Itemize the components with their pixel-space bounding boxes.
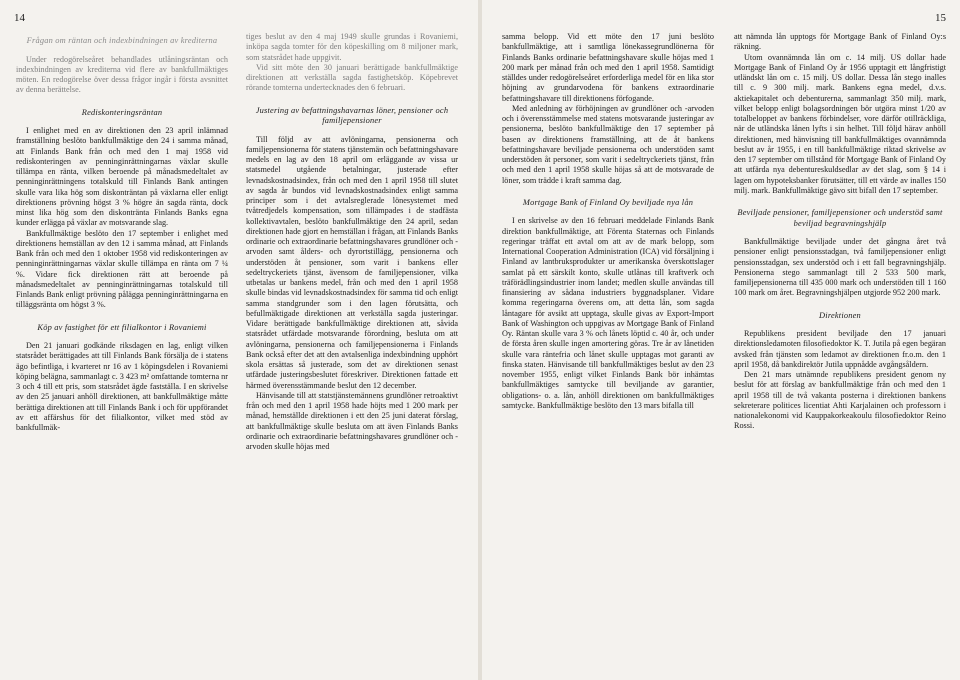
heading-pensions-granted: Beviljade pensioner, familjepensioner och understöd samt beviljad begravningshjälp — [737, 208, 943, 228]
left-column-2 — [246, 32, 458, 452]
paragraph: Bankfullmäktige beslöto den 17 september i enlighet med direktionens hemställan av den 12 i samma månad, att Finlands Bank från och med den 1 oktober 1958 vid rediskonteringen av penninginrättningarnas växlar skulle tillämpa en ränta om 7 ¼ %. Vidare fick direktionen rätt att beroende på månadsmedeltalet av penninginrättningarnas totalskuld till Finlands Bank enligt prövning pålägga penninginrättningarna en tilläggsränta om högst 3 %. — [16, 228, 228, 310]
paragraph: tiges beslut av den 4 maj 1949 skulle grundas i Rovaniemi, inköpa sagda tomter för den köpeskilling om 8 miljoner mark, som statsrådet hade uppgivit. — [246, 32, 458, 62]
paragraph: Republikens president beviljade den 17 januari direktionsledamoten filosofiedoktor K. T. Jutila på egen begäran avsked från tjänsten som ledamot av direktionen fr.o.m. den 1 april 1958, då bankdirektör Jutila uppnådde avgångsåldern. — [734, 329, 946, 369]
paragraph: Med anledning av förhöjningen av grundlöner och -arvoden och i överensstämmelse med statens motsvarande justeringar av pensionerna, beslöto bankfullmäktige den 17 september på basen av direktionens framställning, att de åt bankens befattningshavare beviljade pensionerna och understöden samt understöden åt personer, som varit i sedeltryckeriets tjänst, från och med den 1 april 1958 skulle höjas så att de motsvarade de löner, som trädde i kraft samma dag. — [502, 103, 714, 185]
paragraph: I en skrivelse av den 16 februari meddelade Finlands Bank direktion bankfullmäktige, att Förenta Staternas och Finlands regeringar träffat ett avtal om att av de mark belopp, som International Cooperation Administration (ICA) vid försäljning i Finland av lantbruksprodukter ur amerikanska överskottslager samlat på ett särskilt konto, skulle utlånas till kraftverk och träförädlingsindustrier inom landet; medlen skulle användas till finansiering av sådana industriers byggnadsplaner. Vidare komma regeringarna överens om, att detta lån, som sagda låntagare för avsikt att upptaga, skulle givas av Export-Import Bank of Washington och uppgivas av Mortgage Bank of Finland Oy. Räntan skulle vara 3 % och lånets löptid c. 40 år, och under de första åren skulle ingen amortering göras. Tre år av lånetiden skulle vara räntefria och lånet skulle upptagas mot garanti av finska staten. Hänvisande till bankfullmäktiges beslut av den 23 november 1955, enligt vilket Finlands Bank bör inhämtas bankfullmäktiges samtycke till beviljande av garantier, obligations- o. a. lån, anhöll direktionen om bankfullmäktiges samtycke. Bankfullmäktige beslöto den 13 mars bifalla till — [502, 216, 714, 410]
paragraph: samma belopp. Vid ett möte den 17 juni beslöto bankfullmäktige, att i samtliga lönekassegrundlönerna för Finlands Banks ordinarie befattningshavare skulle höjas med 1 200 mark per månad från och med den 1 april 1958. Samtidigt ställdes under redogörelseåret erforderliga medel för en lika stor höjning av grundarvodena för bankens extraordinarie befattningshavare till direktionens förfogande. — [502, 32, 714, 103]
heading-interest-indexation: Frågan om räntan och indexbindningen av krediterna — [26, 36, 218, 45]
paragraph: Vid sitt möte den 30 januari berättigade bankfullmäktige direktionen att verkställa sagda fastighetsköp. Köpebrevet rörande tomterna undertecknades den 6 februari. — [246, 62, 458, 93]
heading-rovaniemi-property: Köp av fastighet för ett filialkontor i Rovaniemi — [37, 322, 207, 332]
heading-board: Direktionen — [819, 310, 861, 320]
left-column-1 — [16, 32, 228, 433]
paragraph: Hänvisande till att statstjänstemännens grundlöner retroaktivt från och med den 1 april 1958 hade höjts med 1 200 mark per månad, hemställde direktionen i ett den 25 juni daterat förslag, att bankfullmäktige skulle besluta om att även Finlands Banks ordinarie och extraordinarie befattningshavares grundlöner och -arvoden skulle höjas med — [246, 390, 458, 451]
paragraph: I enlighet med en av direktionen den 23 april inlämnad framställning beslöto bankfullmäktige den 24 i samma månad, att Finlands Bank från och med den 1 maj 1958 vid rediskonteringen av penninginrättningarnas växlar skulle tillämpa en ränta, vilken beroende på månadsmedeltalet av penninginrättningens totalskuld till Finlands Bank antingen skulle vara lika hög som diskonträntan på växlarna eller enligt direktionens prövning högst 3 % högre än sagda ränta, dock minst lika hög som den diskontränta Finlands Banks egna kunder erlägga på växlar av motsvarande slag. — [16, 126, 228, 228]
right-column-1 — [502, 32, 714, 411]
right-column-2 — [734, 32, 946, 432]
paragraph: Den 21 januari godkände riksdagen en lag, enligt vilken statsrådet berättigades att till Finlands Bank försälja de i statens ägo befintliga, i kvarteret nr 16 av 1 köpingsdelen i Rovaniemi köping belägna, sammanlagt c. 3 423 m² omfattande tomterna nr 3 och 4 till ett pris, som statsrådet ägde fastställa. I en skrivelse av den 25 januari anhöll direktionen, att bankfullmäktige måtte berättiga direktionen att till Finlands Bank i och för uppförandet av ett affärshus för det filialkontor, vilket med stöd av bankfullmäk- — [16, 341, 228, 432]
heading-salary-adjustment: Justering av befattningshavarnas löner, pensioner och familjepensioner — [255, 105, 449, 125]
page-number-right: 15 — [935, 12, 946, 24]
heading-mortgage-bank-loans: Mortgage Bank of Finland Oy beviljade nya lån — [522, 197, 694, 207]
left-page — [0, 0, 478, 680]
right-page — [482, 0, 960, 680]
page-number-left: 14 — [14, 12, 25, 24]
heading-rediscount-rate: Rediskonteringsräntan — [81, 107, 163, 117]
paragraph: Bankfullmäktige beviljade under det gångna året två pensioner enligt pensionsstadgan, två familjepensioner enligt pensionsstadgan, sex understöd och i ett fall begravningshjälp. Pensionerna stego sammanlagt till 2 533 500 mark, familjepensionerna till 435 000 mark och understöden till 1 160 100 mark om året. Begravningshjälpen utgjorde 952 200 mark. — [734, 237, 946, 298]
paragraph: att nämnda lån upptogs för Mortgage Bank of Finland Oy:s räkning. — [734, 32, 946, 52]
paragraph: Till följd av att avlöningarna, pensionerna och familjepensionerna för statens tjänstemän och befattningshavare medels en lag av den 18 april om erläggande av vissa ur statsmedel utgående betalningar, justerade efter levnadskostnadsindex, från och med den 1 april 1958 till slutet av sagda år bundos vid levnadskostnadsindex enligt samma principer som i det avtalsreglerade lönesystemet med tvåtredjedels kompensation, som tillämpades i de stadfästa kollektivavtalen, beslöto bankfullmäktige den 24 april, sedan direktionen hade gjort en hemställan i frågan, att Finlands Banks ordinarie och extraordinarie befattningshavares grundlöner och -arvoden samt ålders- och dyrortstillägg, pensionerna och understöden åt pensioner, som varit i bankens eller sedeltryckeriets tjänst, ävensom de familjepensioner, vilka utbetalas ur bankens medel, från och med den 1 april 1958 skulle bindas vid levnadskostnadsindex för samma tid och enligt samma standgrunder som i den lagen förutsätta, och befullmäktigade direktionen att verkställa sagda justeringar. Vidare berättigade bankfullmäktige direktionen att, såvida statsrådet utfärdade motsvarande förordning, besluta om att avlöningarna, pensionerna och familjepensionerna i Finlands Bank också efter det att den avtalsenliga indexbindning upphört skola ersättas så justerade, som det av direktionen senast utfärdade justeringsbeslutet föreskriver. Direktionen fattade ett härmed överensstämmande beslut den 12 december. — [246, 134, 458, 390]
paragraph: Under redogörelseåret behandlades utlåningsräntan och indexbindningen av krediterna vid flere av bankfullmäktiges möten. En redogörelse över dessa frågor ingår i första avsnittet av denna berättelse. — [16, 54, 228, 95]
paragraph: Den 21 mars utnämnde republikens president genom ny beslut för att förslag av bankfullmäktige från och med den 1 april 1958 till de två vakanta posterna i direktionen bankens sekreterare politices licentiat Ahti Karjalainen och professorn i nationalekonomi vid Kauppakorkeakoulu filosofiedoktor Reino Rossi. — [734, 370, 946, 431]
paragraph: Utom ovannämnda lån om c. 14 milj. US dollar hade Mortgage Bank of Finland Oy år 1956 upptagit ett långfristigt utländskt lån om c. 15 milj. US dollar. Dessa lån stego inalles till c. 9 300 milj. mark. Bankens egna medel, d.v.s. aktiekapitalet och debenturerna, sammanlagt 350 milj. mark, vilket belopp enligt bolagsordningen bör utgöra minst 1/20 av totalbeloppet av bankens förbindelser, vore därför otillräckliga, när de utländska lånen lyfts i sin helhet. Till följd härav anhöll direktionen, med hänvisning till bankfullmäktiges ovannämnda beslut av år 1955, i en till bankfullmäktige riktad skrivelse av den 17 september om tillstånd för Mortgage Bank of Finland Oy att utfärda nya debentureskuldsedlar av det slag, som § 14 i lagen om hypoteksbanker förutsätter, till ett värde av inalles 150 milj. mark. Bankfullmäktige gävo sitt bifall den 17 september. — [734, 52, 946, 195]
